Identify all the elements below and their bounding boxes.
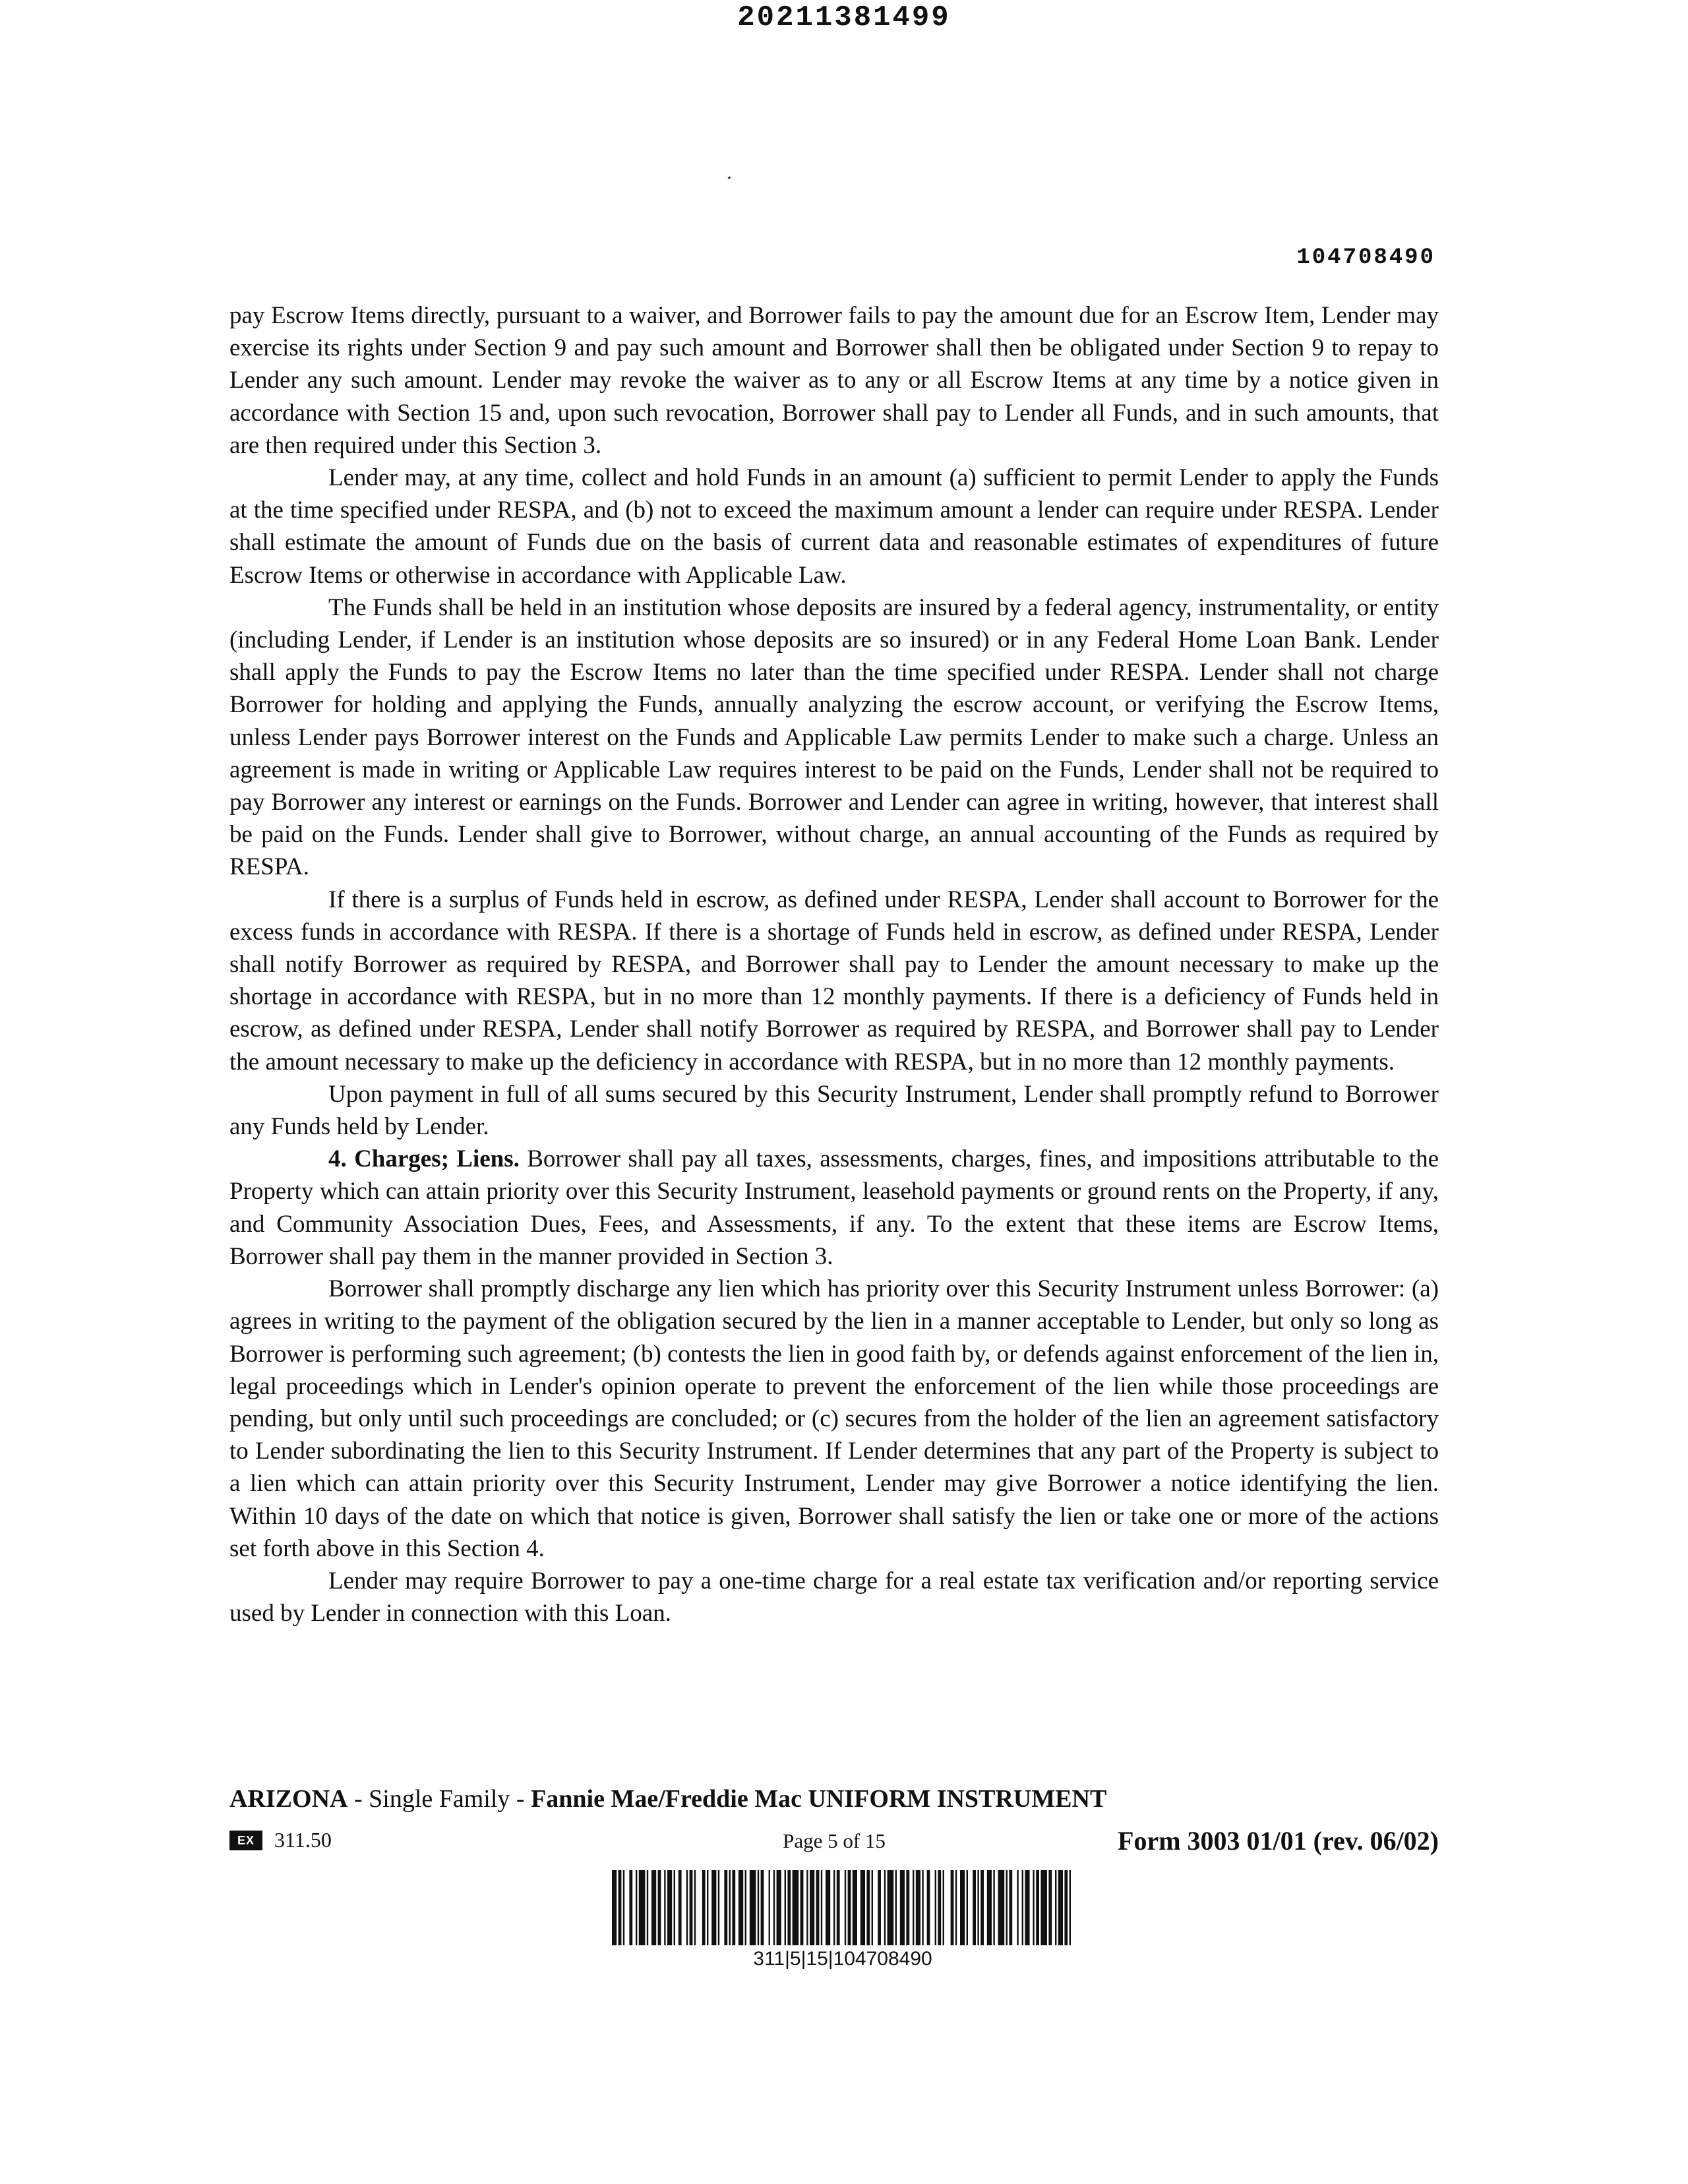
recording-number: 20211381499 (737, 1, 951, 34)
paragraph-surplus-shortage: If there is a surplus of Funds held in escrow, as defined under RESPA, Lender shall account to Borrower for the excess funds in accordance with RESPA. If there is a shortage of Funds held in escrow, as defined under RESPA, Lender shall notify Borrower as required by RESPA, and Borrower shall pay to Lender the amount necessary to make up the shortage in accordance with RESPA, but in no more than 12 monthly payments. If there is a deficiency of Funds held in escrow, as defined under RESPA, Lender shall notify Borrower as required by RESPA, and Borrower shall pay to Lender the amount necessary to make up the deficiency in accordance with RESPA, but in no more than 12 monthly payments. (229, 886, 1439, 1076)
section-heading: 4. Charges; Liens. (328, 1145, 520, 1173)
footer-instrument-name: Fannie Mae/Freddie Mac UNIFORM INSTRUMENT (531, 1785, 1107, 1813)
paragraph-escrow-waiver: pay Escrow Items directly, pursuant to a waiver, and Borrower fails to pay the amount due for an Escrow Item, Lender may exercise its rights under Section 9 and pay such amount and Borrower shall then be obligated under Section 9 to repay to Lender any such amount. Lender may revoke the waiver as to any or all Escrow Items at any time by a notice given in accordance with Section 15 and, upon such revocation, Borrower shall pay to Lender all Funds, and in such amounts, that are then required under this Section 3. (229, 302, 1439, 459)
loan-number: 104708490 (1296, 245, 1435, 270)
footer-instrument-title (229, 1784, 1106, 1813)
barcode-number: 311|5|15|104708490 (753, 1948, 932, 1970)
form-id: Form 3003 01/01 (rev. 06/02) (1118, 1826, 1439, 1856)
page-number: Page 5 of 15 (783, 1829, 886, 1852)
section-text: Borrower shall pay all taxes, assessments, charges, fines, and impositions attributable to the Property which can attain priority over this Security Instrument, leasehold payments or ground rents on the Property, if any, and Community Association Dues, Fees, and Assessments, if any. To the extent that these items are Escrow Items, Borrower shall pay them in the manner provided in Section 3. (229, 1145, 1439, 1270)
paragraph-collect-funds: Lender may, at any time, collect and hold Funds in an amount (a) sufficient to permit Lender to apply the Funds at the time specified under RESPA, and (b) not to exceed the maximum amount a lender can require under RESPA. Lender shall estimate the amount of Funds due on the basis of current data and reasonable estimates of expenditures of future Escrow Items or otherwise in accordance with Applicable Law. (229, 464, 1439, 589)
footer-state: ARIZONA (229, 1785, 348, 1813)
footer-separator: - Single Family - (347, 1785, 531, 1813)
paragraph-charges-liens (229, 1143, 1439, 1273)
ex-logo-icon: EX (229, 1831, 262, 1850)
paragraph-tax-verification: Lender may require Borrower to pay a one-time charge for a real estate tax verification and/or reporting service used by Lender in connection with this Loan. (229, 1567, 1439, 1627)
paragraph-funds-held: The Funds shall be held in an institution whose deposits are insured by a federal agency, instrumentality, or entity (including Lender, if Lender is an institution whose deposits are so insured) or in any Federal Home Loan Bank. Lender shall apply the Funds to pay the Escrow Items no later than the time specified under RESPA. Lender shall not charge Borrower for holding and applying the Funds, annually analyzing the escrow account, or verifying the Escrow Items, unless Lender pays Borrower interest on the Funds and Applicable Law permits Lender to make such a charge. Unless an agreement is made in writing or Applicable Law requires interest to be paid on the Funds, Lender shall not be required to pay Borrower any interest or earnings on the Funds. Borrower and Lender can agree in writing, however, that interest shall be paid on the Funds. Lender shall give to Borrower, without charge, an annual accounting of the Funds as required by RESPA. (229, 593, 1439, 881)
barcode (612, 1870, 1073, 1945)
form-code: 311.50 (274, 1828, 332, 1852)
scan-speck (728, 176, 731, 179)
document-body (229, 299, 1439, 1629)
paragraph-refund: Upon payment in full of all sums secured by this Security Instrument, Lender shall promptly refund to Borrower any Funds held by Lender. (229, 1080, 1439, 1141)
paragraph-discharge-lien: Borrower shall promptly discharge any lien which has priority over this Security Instrument unless Borrower: (a) agrees in writing to the payment of the obligation secured by the lien in a manner acceptable to Lender, but only so long as Borrower is performing such agreement; (b) contests the lien in good faith by, or defends against enforcement of the lien in, legal proceedings which in Lender's opinion operate to prevent the enforcement of the lien while those proceedings are pending, but only until such proceedings are concluded; or (c) secures from the holder of the lien an agreement satisfactory to Lender subordinating the lien to this Security Instrument. If Lender determines that any part of the Property is subject to a lien which can attain priority over this Security Instrument, Lender may give Borrower a notice identifying the lien. Within 10 days of the date on which that notice is given, Borrower shall satisfy the lien or take one or more of the actions set forth above in this Section 4. (229, 1275, 1439, 1562)
footer-form-row (229, 1825, 1439, 1860)
